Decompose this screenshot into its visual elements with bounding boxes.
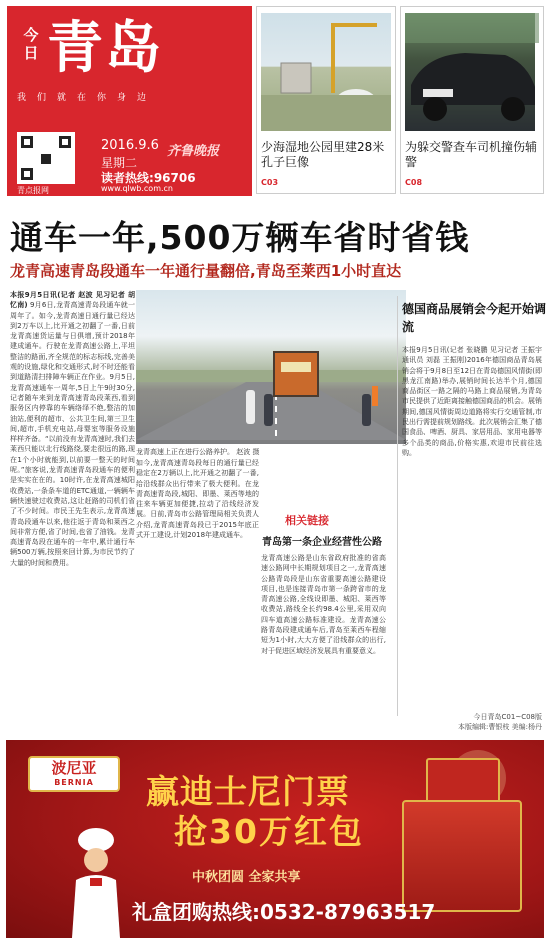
lead-headline[interactable]: 通车一年,500万辆车省时省钱 — [10, 218, 470, 257]
ad-headline-2: 抢30万红包 — [174, 812, 364, 851]
teaser-photo-car — [405, 13, 535, 131]
site-url[interactable]: www.qlwb.com.cn — [101, 184, 173, 193]
masthead-slogan: 我们就在你身边 — [17, 93, 158, 103]
paper-name: 齐鲁晚报 — [167, 144, 220, 159]
chef-icon — [66, 826, 126, 938]
hotline-label: 读者热线: — [101, 171, 154, 185]
ad-subtitle: 中秋团圆 全家共享 — [192, 870, 301, 885]
ad-hotline[interactable]: 礼盒团购热线:0532-87963517 — [132, 900, 436, 924]
side-headline[interactable]: 德国商品展销会今起开始调流 — [402, 302, 547, 334]
qr-code-icon — [17, 132, 75, 184]
issue-date: 2016.9.6 — [101, 138, 159, 153]
teaser-headline: 为躲交警查车司机撞伤辅警 — [405, 140, 538, 169]
qr-label: 青点报网 — [17, 186, 49, 195]
masthead-jinri: 今日 — [23, 26, 39, 62]
issue-weekday: 星期二 — [101, 156, 138, 170]
article-column-1 — [10, 290, 135, 724]
article-column-2: 如今,龙青高速青岛段每日的通行量已经稳定在2万辆以上,比开通之初翻了一番,给沿线群众出行带来了极大便利。在龙青高速青岛段,城阳、即墨、莱西等地的往来车辆更加便捷,拉动了沿线经济发展。日前,青岛市公路管理局相关负责人介绍,龙青高速青岛段已于2015年底正式开工建设,计划2018年建成通车。 — [136, 459, 259, 540]
brand-name-cn: 波尼亚 — [51, 759, 97, 777]
related-headline[interactable]: 青岛第一条企业经营性公路 — [262, 537, 382, 548]
brand-name-en: BERNIA — [54, 778, 94, 787]
teaser-wetland[interactable] — [256, 6, 396, 194]
page-editors: 本版编辑:曹银枝 美编:杨丹 — [458, 723, 542, 731]
teaser-photo-statue — [261, 13, 391, 131]
article-column-3: 龙青高速公路是山东省政府批准的省高速公路网中长期规划项目之一,龙青高速公路青岛段是山东省重要高速公路建设项目,也是连接青岛市第一条跨省市的龙青高速公路,全线设即墨、城阳、莱西等收费站,路线全长约98.4公里,采用双向四车道高速公路标准建设。龙青高速公路青岛段建成通车后,青岛至莱西车程缩短为1小时,大大方便了沿线群众的出行,对于促进区域经济发展具有重要意义。 — [261, 554, 386, 655]
brand-logo — [28, 756, 120, 792]
lead-photo — [136, 290, 406, 444]
column-divider — [397, 296, 398, 716]
article-byline: 本报9月5日讯(记者 赵波 见习记者 胡忆南) — [10, 291, 135, 310]
related-link-tag: 相关链接 — [285, 514, 329, 527]
lead-subhead: 龙青高速青岛段通车一年通行量翻倍,青岛至莱西1小时直达 — [10, 262, 402, 280]
teaser-headline: 少海湿地公园里建28米孔子巨像 — [261, 140, 385, 169]
teaser-police[interactable] — [400, 6, 544, 194]
lead-photo-caption: 龙青高速上正在进行公路养护。 赵波 摄 — [136, 448, 260, 456]
masthead-title: 青岛 — [47, 16, 163, 81]
teaser-page: C03 — [261, 178, 279, 187]
advertisement[interactable] — [6, 740, 544, 938]
article-text: 9月6日,龙青高速青岛段通车就一周年了。如今,龙青高速日通行量已经达到2万车以上,比开通之初翻了一番,日前龙青高速货运量与日俱增,预计2018年建成通车。行驶在龙青高速公路上,平坦整洁的路面,齐全规范的标志标线,完善美观的设施,绿化和交通形式,时不时还能看到道路清扫排障车辆正在作业。9月5日,龙青高速通车一周年,5日上午9时30分,记者随车来到龙青高速青岛段莱西,看到服务区内停靠的车辆络绎不绝,整洁的加油站,便利的超市、公共卫生间,第三卫生间,超市,手机充电站,母婴室等服务设施样样齐备。“以前没有龙青高速时,我们去莱西只能以北行线路绕,要走很远的路,现在1个小时就能到,以前要一整天的时间呢。”旅客说,龙青高速青岛段通车的便利是实实在在的。10时许,在龙青高速城阳收费站,一条条车道的ETC通道,一辆辆车辆快速驶过收费站,这让赶路的司机们省了不少时间。市民王先生表示,龙青高速青岛段通车以来,他往返于青岛和莱西之间非常方便,省了时间,也省了油钱。龙青高速青岛段在通车的一年中,累计通行车辆500万辆,按照来回计算,为市民节约了大量的时间和费用。 — [10, 301, 135, 567]
page-info — [458, 712, 542, 732]
teaser-page: C08 — [405, 178, 423, 187]
hotline-number: 96706 — [153, 171, 196, 185]
masthead — [7, 6, 252, 196]
article-column-4: 本报9月5日讯(记者 张晓鹏 见习记者 王振宇 通讯员 刘磊 王振刚)2016年德国商品青岛展销会将于9月8日至12日在青岛德国风情街(即黑龙江南路)举办,展销时间长达半个月,德国商品街区一路之隔的马路上商品展销,为青岛市民提供了近距离接触德国商品的机会。展销期间,德国风情街周边道路将实行交通管制,市民出行需提前规划路线。此次展销会汇集了德国食品、啤酒、厨具、家居用品、家用电器等多个品类的商品,价格实惠,欢迎市民前往选购。 — [402, 346, 542, 457]
page-range: 今日青岛C01~C08版 — [473, 713, 542, 721]
ad-headline-1: 赢迪士尼门票 — [146, 772, 350, 811]
